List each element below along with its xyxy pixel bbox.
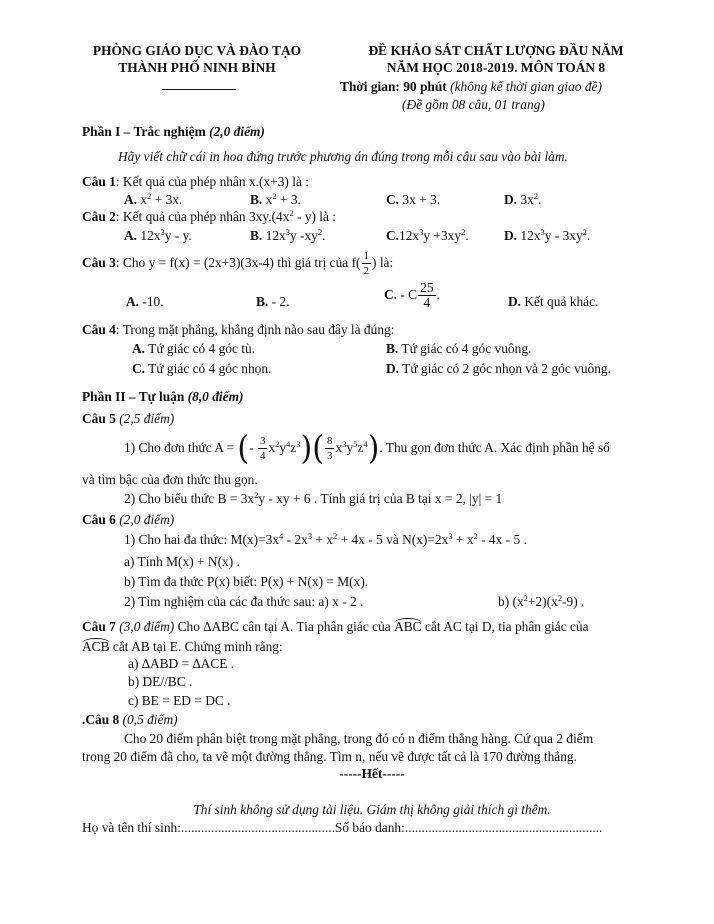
angle-abc: ABC (394, 619, 422, 634)
part1-instruction: Hãy viết chữ cái in hoa đứng trước phương án đúng trong mỗi câu sau vào bài làm. (118, 149, 568, 164)
q5-fraction1: $\frac{3}{4}$ (259, 435, 266, 463)
q8-line1: Cho 20 điểm phân biệt trong mặt phẳng, trong đó có n điểm thẳng hàng. Cứ qua 2 điểm (124, 731, 594, 746)
q6-part-b: b) Tìm đa thức P(x) biết: P(x) + N(x) = M(x). (124, 574, 369, 589)
q3-stem: Câu 3: Cho y = f(x) = (2x+3)(3x-4) thì giá trị của f( $\frac{1}{2}$ ) là: (82, 250, 394, 278)
q3-fraction: $\frac{1}{2}$ (363, 250, 370, 278)
q2-option-b: B. $12x^3y$ $-xy^2$. (250, 227, 326, 243)
footer-note: Thí sinh không sử dụng tài liệu. Giám thị không giải thích gì thêm. (193, 802, 551, 817)
q1-option-a: A. $x^2 + 3x$. (124, 191, 183, 207)
q3-option-a: A. -10. (126, 294, 164, 309)
q6-part-a: a) Tính M(x) + N(x) . (124, 554, 240, 569)
q1-option-c: C. 3x + 3. (386, 192, 441, 207)
q4-option-a: A. Tứ giác có 4 góc tù. (132, 341, 256, 356)
q4-option-d: D. Tứ giác có 2 góc nhọn và 2 góc vuông. (386, 361, 611, 376)
q7-part-c: c) BE = ED = DC . (128, 693, 231, 708)
q6-item1: 1) Cho hai đa thức: $M(x)=3x^4 - 2x^3 + x^2 + 4x - 5$ và $N(x)=2x^3 + x^2 - 4x - 5$ . (124, 531, 527, 547)
city-name: THÀNH PHỐ NINH BÌNH (118, 60, 276, 75)
q1-option-d: D. $3x^2$. (504, 191, 542, 207)
q2-option-d: D. $12x^3y - 3xy^2$. (504, 227, 591, 243)
q6-item2-b: b) $(x^2+2)(x^2-9)$ . (498, 593, 585, 609)
department-name: PHÒNG GIÁO DỤC VÀ ĐÀO TẠO (92, 43, 302, 58)
exam-year-subject: NĂM HỌC 2018-2019. MÔN TOÁN 8 (386, 60, 606, 75)
header-divider (162, 89, 236, 90)
q3-option-d: D. Kết quả khác. (508, 294, 599, 309)
q7-stem-continued: ACB cắt AB tại E. Chứng minh rằng: (82, 639, 283, 654)
q3-option-c-fraction: $\frac{25}{4}$ (420, 280, 434, 311)
q7-part-a: a) ∆ABD = ∆ACE . (128, 656, 235, 671)
q5-header: Câu 5 (2,5 điểm) (82, 411, 175, 426)
q3-option-c: C. - C $\frac{25}{4}$ . (384, 280, 440, 311)
q5-item1: 1) Cho đơn thức A = (- $\frac{3}{4}$ $x^2y^4z^3$)( $\frac{8}{3}$ $x^3y^5z^4$). Thu gọn đơn thức A. Xác định phần hệ số (124, 429, 610, 468)
q7-stem: Câu 7 (3,0 điểm) Cho ∆ABC cân tại A. Tia phân giác của ABC cắt AC tại D, tia phân giác của (82, 619, 589, 634)
q1-option-b: B. $x^2 + 3$. (250, 191, 301, 207)
q6-item2: 2) Tìm nghiệm của các đa thức sau: a) x - 2 . (124, 594, 364, 609)
q4-option-c: C. Tứ giác có 4 góc nhọn. (132, 361, 272, 376)
q2-option-a: A. $12x^3y$ - y. (124, 227, 192, 243)
q8-header: .Câu 8 (0,5 điểm) (82, 712, 178, 727)
q5-fraction2: $\frac{8}{3}$ (326, 435, 333, 463)
exam-title: ĐỀ KHẢO SÁT CHẤT LƯỢNG ĐẦU NĂM (368, 43, 624, 58)
q4-stem: Câu 4: Trong mặt phẳng, khẳng định nào sau đây là đúng: (82, 322, 395, 337)
end-marker: -----Hết----- (339, 766, 405, 781)
exam-time: Thời gian: 90 phút (không kể thời gian giao đề) (340, 79, 602, 94)
part1-title: Phần I – Trắc nghiệm (2,0 điểm) (82, 124, 265, 139)
q4-option-b: B. Tứ giác có 4 góc vuông. (386, 341, 532, 356)
exam-pages: (Đề gồm 08 câu, 01 trang) (402, 97, 545, 112)
q3-option-b: B. - 2. (256, 294, 290, 309)
q2-option-c: $C.12x^3y +3xy^2$. (386, 227, 469, 243)
part2-title: Phần II – Tự luận (8,0 điểm) (82, 389, 244, 404)
q7-part-b: b) DE//BC . (128, 674, 193, 689)
q8-line2: trong 20 điểm đã cho, ta vẽ một đường thẳng. Tìm n, nếu vẽ được tất cả là 170 đường thẳng. (82, 749, 577, 764)
q5-item1-continued: và tìm bậc của đơn thức thu gọn. (82, 472, 258, 487)
q5-item2: 2) Cho biểu thức $B = 3x^2y$ - xy + 6 . Tính giá trị của B tại x = 2, |y| = 1 (124, 490, 503, 506)
q1-stem: Câu 1: Kết quả của phép nhân x.(x+3) là : (82, 174, 309, 189)
candidate-info-line: Họ và tên thí sinh:..............................................Số báo danh:........................................................... (82, 820, 603, 835)
q6-header: Câu 6 (2,0 điểm) (82, 512, 175, 527)
q2-stem: Câu 2: Kết quả của phép nhân $3xy.(4x^2 - y)$ là : (82, 208, 337, 224)
angle-acb: ACB (82, 639, 110, 654)
